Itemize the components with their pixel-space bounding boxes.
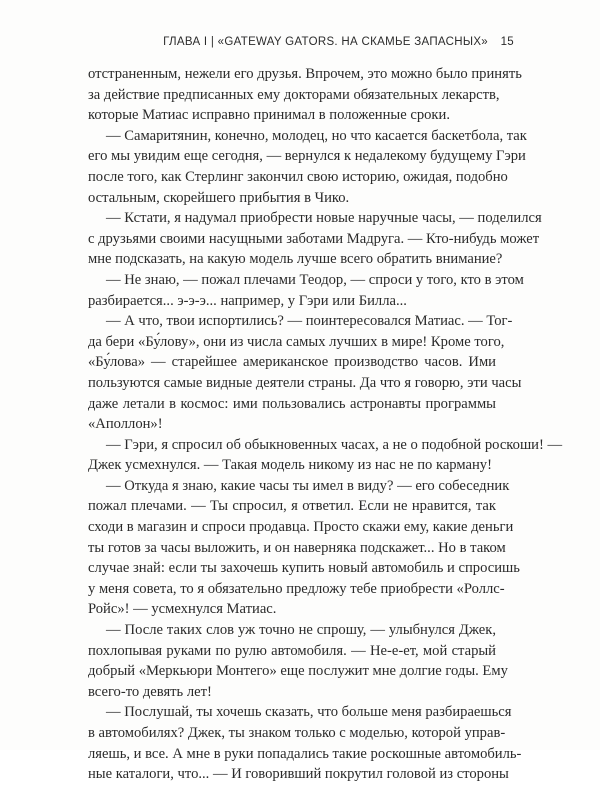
running-header — [150, 36, 514, 48]
text-line: — Не знаю, — пожал плечами Теодор, — спроси у того, кто в этом — [106, 271, 524, 288]
text-line: — Откуда я знаю, какие часы ты имел в виду? — его собеседник — [106, 477, 510, 494]
text-line: в автомобилях? Джек, ты знаком только с моделью, которой управ- — [88, 725, 506, 741]
text-line: — Кстати, я надумал приобрести новые наручные часы, — поделился — [106, 210, 542, 227]
text-line: за действие предписанных ему докторами обязательных лекарств, — [88, 86, 500, 103]
text-line: ты готов за часы выложить, и он наверняка подскажет... Но в таком — [88, 539, 506, 556]
text-line: Ройс»! — усмехнулся Матиас. — [88, 601, 277, 618]
text-line: с друзьями своими насущными заботами Мадруга. — Кто-нибудь может — [88, 230, 540, 247]
text-line: Джек усмехнулся. — Такая модель никому из нас не по карману! — [88, 457, 492, 474]
text-line: — Послушай, ты хочешь сказать, что больше меня разбираешься — [106, 704, 512, 721]
text-line: после того, как Стерлинг закончил свою историю, ожидая, подобно — [88, 168, 508, 185]
text-line: мне подсказать, на какую модель лучше всего обратить внимание? — [88, 251, 503, 268]
text-line: сходи в магазин и спроси продавца. Просто скажи ему, какие деньги — [88, 519, 514, 536]
text-line: — А что, твои испортились? — поинтересовался Матиас. — Тог- — [106, 313, 513, 330]
text-line: похлопывая руками по рулю автомобиля. — Не-е-ет, мой старый — [88, 642, 496, 659]
body-text — [88, 64, 563, 785]
text-line: — Самаритянин, конечно, молодец, но что касается баскетбола, так — [106, 127, 527, 144]
text-line: «Аполлон»! — [88, 416, 163, 433]
page-number: 15 — [500, 36, 514, 48]
text-line: отстраненным, нежели его друзья. Впрочем, это можно было принять — [88, 66, 522, 82]
text-line: добрый «Меркьюри Монтего» еще послужит мне долгие годы. Ему — [88, 663, 508, 680]
text-line: — Гэри, я спросил об обыкновенных часах, а не о подобной роскоши! — — [106, 436, 563, 453]
text-line: у меня совета, то я обязательно предложу тебе приобрести «Роллс- — [88, 580, 505, 597]
text-line: случае знай: если ты захочешь купить новый автомобиль и спросишь — [88, 560, 520, 577]
text-line: остальным, скорейшего прибытия в Чико. — [88, 189, 350, 206]
text-line: ляешь, и все. А мне в руки попадались такие роскошные автомобиль- — [88, 745, 522, 762]
text-line: пользуются самые видные деятели страны. Да что я говорю, эти часы — [88, 374, 522, 391]
text-line: разбирается... э-э-э... например, у Гэри или Билла... — [88, 292, 407, 309]
text-line: его мы увидим еще сегодня, — вернулся к недалекому будущему Гэри — [88, 148, 526, 165]
text-line: — После таких слов уж точно не спрошу, — улыбнулся Джек, — [106, 622, 496, 639]
text-line: ные каталоги, что... — И говоривший покрутил головой из стороны — [88, 766, 509, 783]
text-line: «Бу́лова» — старейшее американское производство часов. Ими — [88, 354, 496, 371]
text-line: даже летали в космос: ими пользовались астронавты программы — [88, 395, 496, 412]
text-line: всего-то девять лет! — [88, 683, 212, 700]
text-line: которые Матиас исправно принимал в положенные сроки. — [88, 107, 450, 124]
chapter-title: ГЛАВА I | «GATEWAY GATORS. НА СКАМЬЕ ЗАПАСНЫХ» — [163, 36, 488, 48]
text-line: да бери «Бу́лову», они из числа самых лучших в мире! Кроме того, — [88, 333, 505, 350]
text-line: пожал плечами. — Ты спросил, я ответил. Если не нравится, так — [88, 498, 496, 515]
